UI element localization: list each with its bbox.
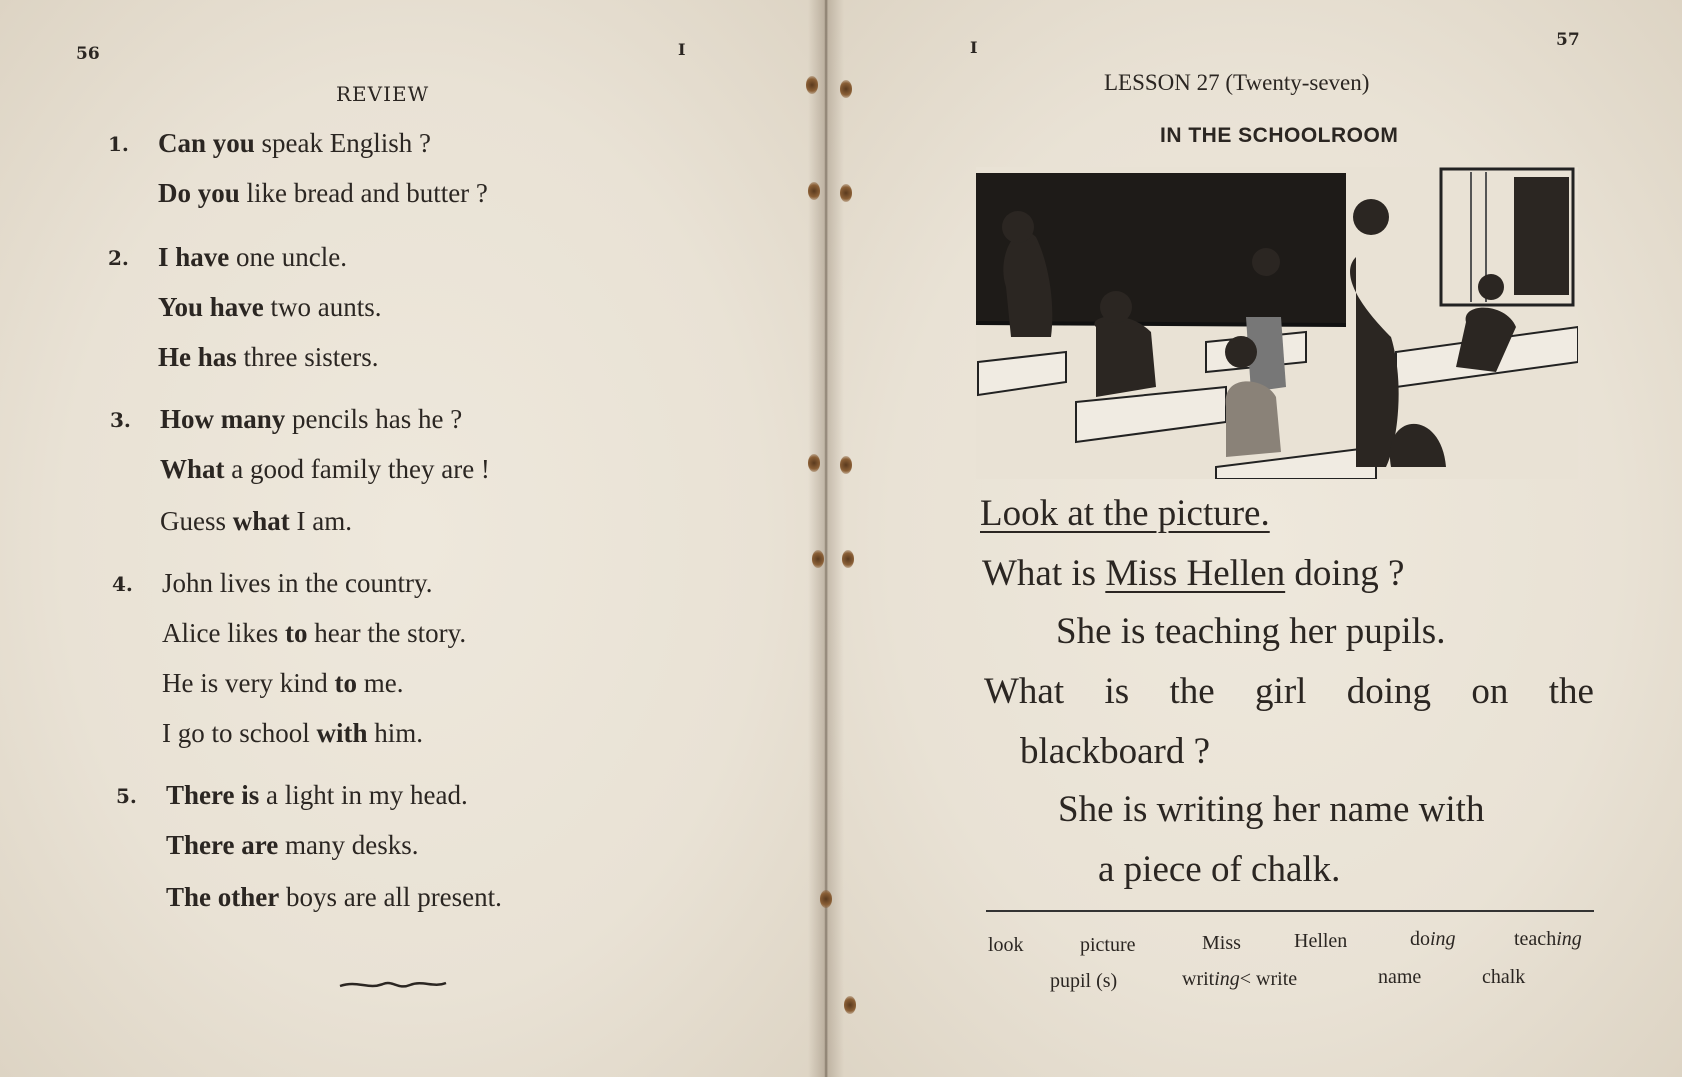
bold-phrase: Can you [158,128,255,158]
word: What [984,671,1065,712]
vocab-name: name [1378,966,1422,988]
bold-phrase: He has [158,342,237,372]
review-sentence [162,568,432,599]
staple-hole [812,550,824,568]
review-sentence [158,242,347,273]
plain-phrase: boys are all present. [279,882,502,912]
bold-phrase: Do you [158,178,240,208]
vocab-suffix: ing [1430,928,1456,950]
bold-phrase: to [284,618,308,648]
review-sentence [162,668,403,699]
review-sentence [158,178,488,209]
right-page [826,0,1682,1077]
line-text: Miss Hellen [1105,553,1286,594]
plain-phrase: speak English ? [254,128,431,158]
staple-hole [844,996,856,1014]
review-sentence [162,718,423,749]
review-sentence [166,780,468,811]
staple-hole [808,454,820,472]
word: the [1548,671,1594,712]
bold-phrase: There are [166,830,279,860]
bold-phrase: What [160,454,225,484]
plain-phrase: a light in my head. [259,780,468,810]
review-sentence [160,404,462,435]
vocab-look: look [988,934,1024,956]
staple-hole [820,890,832,908]
bold-phrase: The other [166,882,280,912]
review-item-number: 3. [110,408,131,432]
line-text: doing ? [1285,553,1405,594]
line-text: Look at the picture. [980,493,1270,534]
lesson-title: LESSON 27 (Twenty-seven) [1104,70,1370,95]
plain-phrase: a good family they are ! [224,454,490,484]
plain-phrase: him. [367,718,424,748]
line-piece-of-chalk [1098,848,1340,891]
vocab-doing [1410,928,1456,951]
staple-hole [808,182,820,200]
bold-phrase: There is [166,780,260,810]
review-item-number: 2. [108,246,129,270]
staple-hole [840,184,852,202]
bold-phrase: You have [158,292,264,322]
word: girl [1255,671,1307,712]
plain-phrase: Guess [160,506,233,536]
plain-phrase: He is very kind [162,668,335,698]
corner-mark-right: I [970,38,978,57]
word: is [1104,671,1130,712]
plain-phrase: hear the story. [307,618,467,648]
vocab-teaching [1514,928,1582,951]
line-she-is-writing [1058,788,1484,831]
review-sentence [160,506,352,537]
plain-phrase: I go to school [162,718,317,748]
vocab-pupils: pupil (s) [1050,970,1118,992]
vocab-suffix: ing [1214,968,1240,990]
vocab-stem: teach [1514,928,1557,950]
classroom-illustration [976,167,1578,479]
book-gutter [808,0,844,1077]
review-sentence [162,618,466,649]
review-item-number: 1. [108,132,129,156]
review-sentence [158,342,378,373]
line-text: She is writing her name with [1058,789,1485,830]
review-item-number: 5. [116,784,137,808]
line-text: She is teaching her pupils. [1056,611,1446,652]
plain-phrase: two aunts. [263,292,382,322]
corner-mark-left: I [678,40,686,59]
line-what-is-the-girl [984,670,1594,713]
line-what-is-miss-hellen [982,552,1404,595]
review-sentence [166,830,418,861]
review-sentence [158,292,382,323]
vocab-chalk: chalk [1482,966,1526,988]
plain-phrase: many desks. [278,830,419,860]
review-item-number: 4. [112,572,133,596]
review-title: REVIEW [336,82,430,106]
line-look-at-picture [980,492,1270,535]
plain-phrase: pencils has he ? [285,404,463,434]
review-sentence [166,882,502,913]
vocab-root: < write [1239,968,1298,990]
staple-hole [806,76,818,94]
staple-hole [842,550,854,568]
bold-phrase: with [316,718,368,748]
plain-phrase: me. [356,668,404,698]
vocab-picture: picture [1080,934,1136,956]
vocab-hellen: Hellen [1294,930,1348,952]
word: doing [1346,671,1432,712]
vocab-stem: do [1410,928,1430,950]
line-text: a piece of chalk. [1098,849,1341,890]
review-sentence [158,128,431,159]
plain-phrase: like bread and butter ? [239,178,488,208]
vocabulary-rule [986,910,1594,912]
plain-phrase: three sisters. [236,342,379,372]
plain-phrase: one uncle. [229,242,347,272]
line-text: What is [982,553,1106,594]
page-number-left: 56 [76,44,100,64]
line-text: blackboard ? [1020,731,1211,772]
bold-phrase: I have [158,242,230,272]
plain-phrase: John lives in the country. [162,568,433,598]
plain-phrase: Alice likes [162,618,285,648]
line-blackboard [1020,730,1210,773]
vocab-stem: writ [1182,968,1215,990]
page-number-right: 57 [1556,30,1580,50]
plain-phrase: I am. [289,506,352,536]
bold-phrase: what [232,506,290,536]
staple-hole [840,456,852,474]
vocab-suffix: ing [1556,928,1582,950]
lesson-subtitle: IN THE SCHOOLROOM [1160,124,1399,147]
left-page [0,0,827,1077]
line-she-is-teaching [1056,610,1445,653]
vocab-writing [1182,968,1297,991]
ornament-divider [338,978,448,992]
review-sentence [160,454,490,485]
staple-hole [840,80,852,98]
word: the [1169,671,1215,712]
word: on [1471,671,1509,712]
bold-phrase: How many [160,404,286,434]
bold-phrase: to [334,668,357,698]
vocab-miss: Miss [1202,932,1241,954]
